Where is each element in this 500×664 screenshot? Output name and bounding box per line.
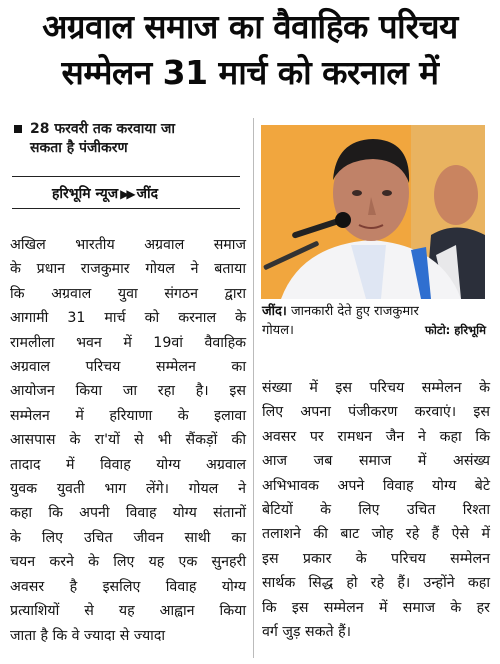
article-line: रामलीला भवन में 19वां वैवाहिक <box>10 334 246 351</box>
article-line: संख्या में इस परिचय सम्मेलन के <box>262 380 490 396</box>
article-line: कि अग्रवाल युवा संगठन द्वारा <box>10 285 246 302</box>
article-column-2 <box>262 376 490 644</box>
article-line: अवसर है इसलिए विवाह योग्य <box>10 578 246 595</box>
top-rule <box>12 176 240 177</box>
subheadline <box>14 120 242 158</box>
article-line: अभिभावक अपने विवाह योग्य बेटे <box>262 477 490 494</box>
bottom-rule <box>12 208 240 209</box>
article-line: आयोजन किया जा रहा है। इस <box>10 383 246 400</box>
article-line: अवसर पर रामधन जैन ने कहा कि <box>262 428 490 445</box>
article-line: तलाशने की बाट जोह रहे हैं ऐसे में <box>262 526 490 543</box>
article-line: आसपास के रा'यों से भी सैंकड़ों की <box>10 432 246 449</box>
caption-place: जींद। <box>262 304 287 319</box>
article-line: जाता है कि वे ज्यादा से ज्यादा <box>10 627 166 644</box>
article-line: वर्ग जुड़ सकते हैं। <box>262 624 352 641</box>
headline-line-1: अग्रवाल समाज का वैवाहिक परिचय <box>42 7 458 46</box>
article-line: लिए अपना पंजीकरण करवाएं। इस <box>262 404 490 421</box>
article-column-1 <box>10 233 246 648</box>
column-divider <box>253 118 254 658</box>
article-line: कि इस सम्मेलन में समाज के हर <box>262 599 490 616</box>
article-line: तादाद में विवाह योग्य अग्रवाल <box>10 456 246 473</box>
article-line: इस प्रकार के परिचय सम्मेलन <box>262 550 490 567</box>
square-bullet-icon <box>14 125 22 133</box>
article-line: के लिए उचित जीवन साथी का <box>10 529 246 546</box>
byline-place: जींद <box>136 186 159 202</box>
subheadline-line-1: 28 फरवरी तक करवाया जा <box>30 121 176 137</box>
article-line: अग्रवाल परिचय सम्मेलन का <box>10 359 246 376</box>
article-line: युवक युवती भाग लेंगे। गोयल ने <box>10 481 246 498</box>
article-line: के प्रधान राजकुमार गोयल ने बताया <box>10 261 246 278</box>
headline-line-2: सम्मेलन 31 मार्च को करनाल में <box>61 53 439 92</box>
article-line: आज जब समाज में असंख्य <box>262 453 490 470</box>
article-line: चयन करने के लिए यह एक सुनहरी <box>10 554 246 571</box>
article-line: सार्थक सिद्ध हो रहे हैं। उन्होंने कहा <box>262 575 490 592</box>
byline-source: हरिभूमि न्यूज <box>52 186 119 202</box>
headline <box>0 4 500 96</box>
caption-text-2: गोयल। <box>262 323 294 338</box>
photo-credit: फोटो: हरिभूमि <box>425 323 486 337</box>
speaker-photo-image <box>261 125 485 299</box>
article-line: अखिल भारतीय अग्रवाल समाज <box>10 237 246 253</box>
article-line: बेटियों के लिए उचित रिश्ता <box>262 502 490 519</box>
article-line: कहा कि अपनी विवाह योग्य संतानों <box>10 505 246 522</box>
article-line: आगामी 31 मार्च को करनाल के <box>10 310 246 327</box>
subheadline-line-2: सकता है पंजीकरण <box>30 140 128 156</box>
article-line: प्रत्याशियों से यह आह्वान किया <box>10 603 246 620</box>
caption-text: जानकारी देते हुए राजकुमार <box>290 304 419 319</box>
news-photo <box>261 125 485 299</box>
byline <box>52 185 242 203</box>
photo-caption <box>262 302 486 340</box>
double-arrow-icon: ▶▶ <box>120 187 133 201</box>
article-line: सम्मेलन में हरियाणा के इलावा <box>10 407 246 424</box>
